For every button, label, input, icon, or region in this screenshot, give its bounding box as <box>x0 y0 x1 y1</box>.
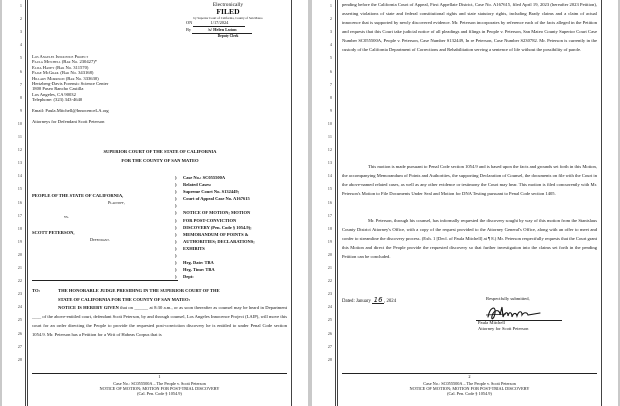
line-number: 25 <box>17 317 22 323</box>
case-info <box>183 174 255 280</box>
motion-title: EXHIBITS <box>183 245 205 251</box>
footer-line: (Cal. Pen. Code § 1054.9) <box>447 391 492 396</box>
line-number: 24 <box>327 304 332 310</box>
stamp-title1: Electronically <box>212 2 244 8</box>
stamp-court: by Superior Court of California, County of San Mateo <box>193 15 263 20</box>
line-number: 16 <box>327 199 332 205</box>
attorney-line: Los Angeles, CA 90032 <box>32 91 76 97</box>
line-number: 19 <box>327 238 332 244</box>
line-number: 5 <box>19 55 22 61</box>
hearing-date: Hrg. Date: TBA <box>183 260 214 266</box>
dated-line <box>342 298 396 304</box>
to-line1: THE HONORABLE JUDGE PRESIDING IN THE SUPERIOR COURT OF THE <box>58 288 220 293</box>
line-number: 15 <box>17 186 22 192</box>
stamp-title2: FILED <box>216 7 240 16</box>
paragraph-3: Mr. Peterson, through his counsel, has informally requested the discovery sought by way of this motion from the Stanislaus County District Attorney's Office, with a copy of the request provided to the Attorney General's Office, along with an offer to meet and confer to streamline the discovery process. (Exh. 1 [Decl. of Paula Mitchell] at ¶ 8.) Mr. Peterson respectfully requests that the Court grant this Motion and direct the People provide the requested discovery so that further investigation into the claims set forth in the pending Petition can be concluded. <box>342 218 597 259</box>
attorney-line: Hertzberg-Davis Forensic Science Center <box>32 81 109 87</box>
notice-text: that on ______ at 8:30 a.m., or as soon thereafter as counsel may be heard in Department ____ of the above-entitled court, defendant Scott Peterson, by and through counsel, Los Angeles Innocence Project (LAIP), will move this court for an order directing the People to provide the requested post-conviction discovery he is entitled to under Penal Code section 1054.9. Mr. Peterson has a Petition for a Writ of Habeas Corpus that is <box>32 305 287 337</box>
document-page-2 <box>312 0 618 406</box>
footer-line: Case No.: SC055500A – The People v. Scott Peterson <box>423 381 516 386</box>
dated-label: Dated: January <box>342 299 371 304</box>
margin-rule-left-double <box>335 0 336 406</box>
line-number: 20 <box>17 251 22 257</box>
hearing-dept: Dept: <box>183 274 194 280</box>
line-number: 11 <box>327 134 332 139</box>
court-title-line1: SUPERIOR COURT OF THE STATE OF CALIFORNIA <box>103 149 217 154</box>
line-number: 8 <box>19 94 22 100</box>
margin-rule-right <box>601 0 602 406</box>
line-number: 10 <box>327 120 332 126</box>
line-number: 12 <box>327 147 332 153</box>
line-number: 5 <box>329 55 332 61</box>
line-number: 6 <box>19 68 22 74</box>
line-number: 18 <box>327 225 332 231</box>
line-number: 25 <box>327 317 332 323</box>
attorney-line: 1800 Paseo Rancho Castilla <box>32 86 84 92</box>
line-number: 23 <box>17 291 22 297</box>
supreme-case: Supreme Court No. S132449; <box>183 189 240 195</box>
line-number: 22 <box>17 278 22 284</box>
line-number: 6 <box>329 68 332 74</box>
paragraph-1: pending before the California Court of Appeal, First Appellate District, Case No. A167615, filed April 19, 2023 (hereafter 2023 Petition), asserting violations of state and federal constitutional rights and state statutory rights, including Brady claims and a claim of actual innocence that is supported by newly discovered evidence. Mr. Peterson incorporates by reference each of the facts alleged in the Petition and requests that this Court take judicial notice of all pleadings and filings in People v. Peterson, San Mateo County Superior Court Case Number SC055500A, People v. Peterson, Case Number S132449, In re Peterson, Case Number S230782. Mr. Peterson is currently in the custody of the California Department of Corrections and Rehabilitation serving a sentence of life without the possibility of parole. <box>342 2 597 52</box>
line-number: 15 <box>327 186 332 192</box>
line-number: 12 <box>17 147 22 153</box>
defendant-name: SCOTT PETERSON, <box>32 230 75 235</box>
line-number: 20 <box>327 251 332 257</box>
line-number: 13 <box>17 160 22 166</box>
line-number: 7 <box>329 81 332 87</box>
line-number: 1 <box>19 3 22 8</box>
defendant-role: Defendant. <box>90 237 111 242</box>
stamp-by-label: By <box>186 26 192 32</box>
plaintiff-name: PEOPLE OF THE STATE OF CALIFORNIA, <box>32 193 124 198</box>
line-number: 11 <box>17 134 22 139</box>
caption-parens: ) ) ) ) ) ) ) ) ) ) ) ) ) ) ) <box>175 175 177 280</box>
footer-line: NOTICE OF MOTION; MOTION FOR POST-TRIAL DISCOVERY <box>409 386 530 391</box>
motion-title: DISCOVERY (Pen. Code § 1054.9); <box>183 224 252 230</box>
footer-line: Case No.: SC055500A – The People v. Scott Peterson <box>113 381 206 386</box>
line-number: 2 <box>329 16 332 22</box>
stamp-clerk: /s/ Helen Luton <box>192 27 252 34</box>
line-number: 22 <box>327 278 332 284</box>
line-number: 18 <box>17 225 22 231</box>
line-number: 3 <box>19 29 22 35</box>
motion-title: NOTICE OF MOTION; MOTION <box>183 210 251 216</box>
line-number: 9 <box>19 107 22 113</box>
dated-day: 16 <box>373 296 383 304</box>
stamp-clerk-title: Deputy Clerk <box>217 33 239 38</box>
signer-title: Attorney for Scott Peterson <box>478 326 529 331</box>
attorney-line: Hillary Morrison (Bar No. 333630) <box>32 75 99 81</box>
line-number: 14 <box>17 173 22 179</box>
dated-year: , 2024 <box>384 299 397 304</box>
motion-title: AUTHORITIES; DECLARATIONS; <box>183 238 255 244</box>
line-number: 1 <box>329 3 332 8</box>
line-number: 10 <box>17 120 22 126</box>
to-label: TO: <box>32 288 41 293</box>
related-cases: Related Cases: <box>183 182 212 188</box>
to-line2: STATE OF CALIFORNIA FOR THE COUNTY OF SAN MATEO: <box>58 297 191 302</box>
footer-block-1 <box>32 381 287 396</box>
line-number: 28 <box>327 356 332 362</box>
line-number: 2 <box>19 16 22 22</box>
line-number: 4 <box>19 42 22 48</box>
margin-rule-right <box>291 0 292 406</box>
attorney-line: Los Angeles Innocence Project <box>32 54 89 59</box>
page-number-2: 2 <box>468 374 471 379</box>
footer-line: (Cal. Pen. Code § 1054.9) <box>137 391 182 396</box>
line-number: 9 <box>329 107 332 113</box>
caption-vs: vs. <box>64 214 69 219</box>
attorney-role: Attorneys for Defendant Scott Peterson <box>32 118 105 124</box>
line-number: 4 <box>329 42 332 48</box>
case-number: Case No.: SC055500A <box>183 175 226 180</box>
caption-rule <box>32 280 178 281</box>
signer-name: Paula Mitchell <box>478 320 505 325</box>
line-number: 17 <box>327 212 332 218</box>
closing: Respectfully submitted, <box>486 296 530 301</box>
line-number: 27 <box>327 343 332 349</box>
stamp-date: 1/17/2024 <box>193 20 245 27</box>
page-number-1: 1 <box>158 374 161 379</box>
notice-paragraph <box>32 304 287 340</box>
attorney-line: Eliza Haney (Bar No. 311570) <box>32 64 89 70</box>
line-number: 28 <box>17 356 22 362</box>
line-number: 13 <box>327 160 332 166</box>
appeal-case: Court of Appeal Case No. A167615 <box>183 196 250 202</box>
hearing-time: Hrg. Time: TBA <box>183 267 215 273</box>
paragraph-2: This motion is made pursuant to Penal Code section 1054.9 and is based upon the facts and grounds set forth in this Motion, the accompanying Memorandum of Points and Authorities, the supporting Declaration of Counsel, the documents on file with the Court in the above-named related cases, as well as any other evidence or testimony the Court may hear. This motion is filed concurrently with Mr. Peterson's Motion to File Documents Under Seal and Motion for DNA Testing pursuant to Penal Code section 1405. <box>342 164 597 196</box>
line-number: 19 <box>17 238 22 244</box>
margin-rule-left <box>27 0 28 406</box>
court-title-line2: FOR THE COUNTY OF SAN MATEO <box>121 158 199 163</box>
line-number: 7 <box>19 81 22 87</box>
footer-block-2 <box>342 381 597 396</box>
line-number: 3 <box>329 29 332 35</box>
motion-title: MEMORANDUM OF POINTS & <box>183 231 249 237</box>
line-number: 17 <box>17 212 22 218</box>
line-number: 14 <box>327 173 332 179</box>
motion-title: FOR POST-CONVICTION <box>183 217 237 223</box>
plaintiff-role: Plaintiff, <box>108 200 125 205</box>
line-number: 16 <box>17 199 22 205</box>
document-page-1 <box>2 0 308 406</box>
line-number: 8 <box>329 94 332 100</box>
attorney-email: Email: Paula.Mitchell@InnocenceLA.org <box>32 108 109 114</box>
line-number: 26 <box>17 330 22 336</box>
line-number: 27 <box>17 343 22 349</box>
attorney-block <box>32 54 109 124</box>
margin-rule-left-double <box>25 0 26 406</box>
line-number: 23 <box>327 291 332 297</box>
notice-lead: NOTICE IS HEREBY GIVEN <box>58 305 119 310</box>
line-number: 21 <box>327 265 332 270</box>
line-number: 26 <box>327 330 332 336</box>
stamp-on-label: ON <box>186 19 193 25</box>
filing-stamp <box>178 2 278 38</box>
attorney-line: Paula Mitchell (Bar No. 230427)* <box>32 59 98 65</box>
margin-rule-left <box>337 0 338 406</box>
line-number: 21 <box>17 265 22 270</box>
footer-line: NOTICE OF MOTION; MOTION FOR POST-TRIAL DISCOVERY <box>99 386 220 391</box>
attorney-line: Paige McGrail (Bar No. 343168) <box>32 70 94 76</box>
line-number: 24 <box>17 304 22 310</box>
attorney-line: Telephone: (323) 343-4640 <box>32 97 83 103</box>
